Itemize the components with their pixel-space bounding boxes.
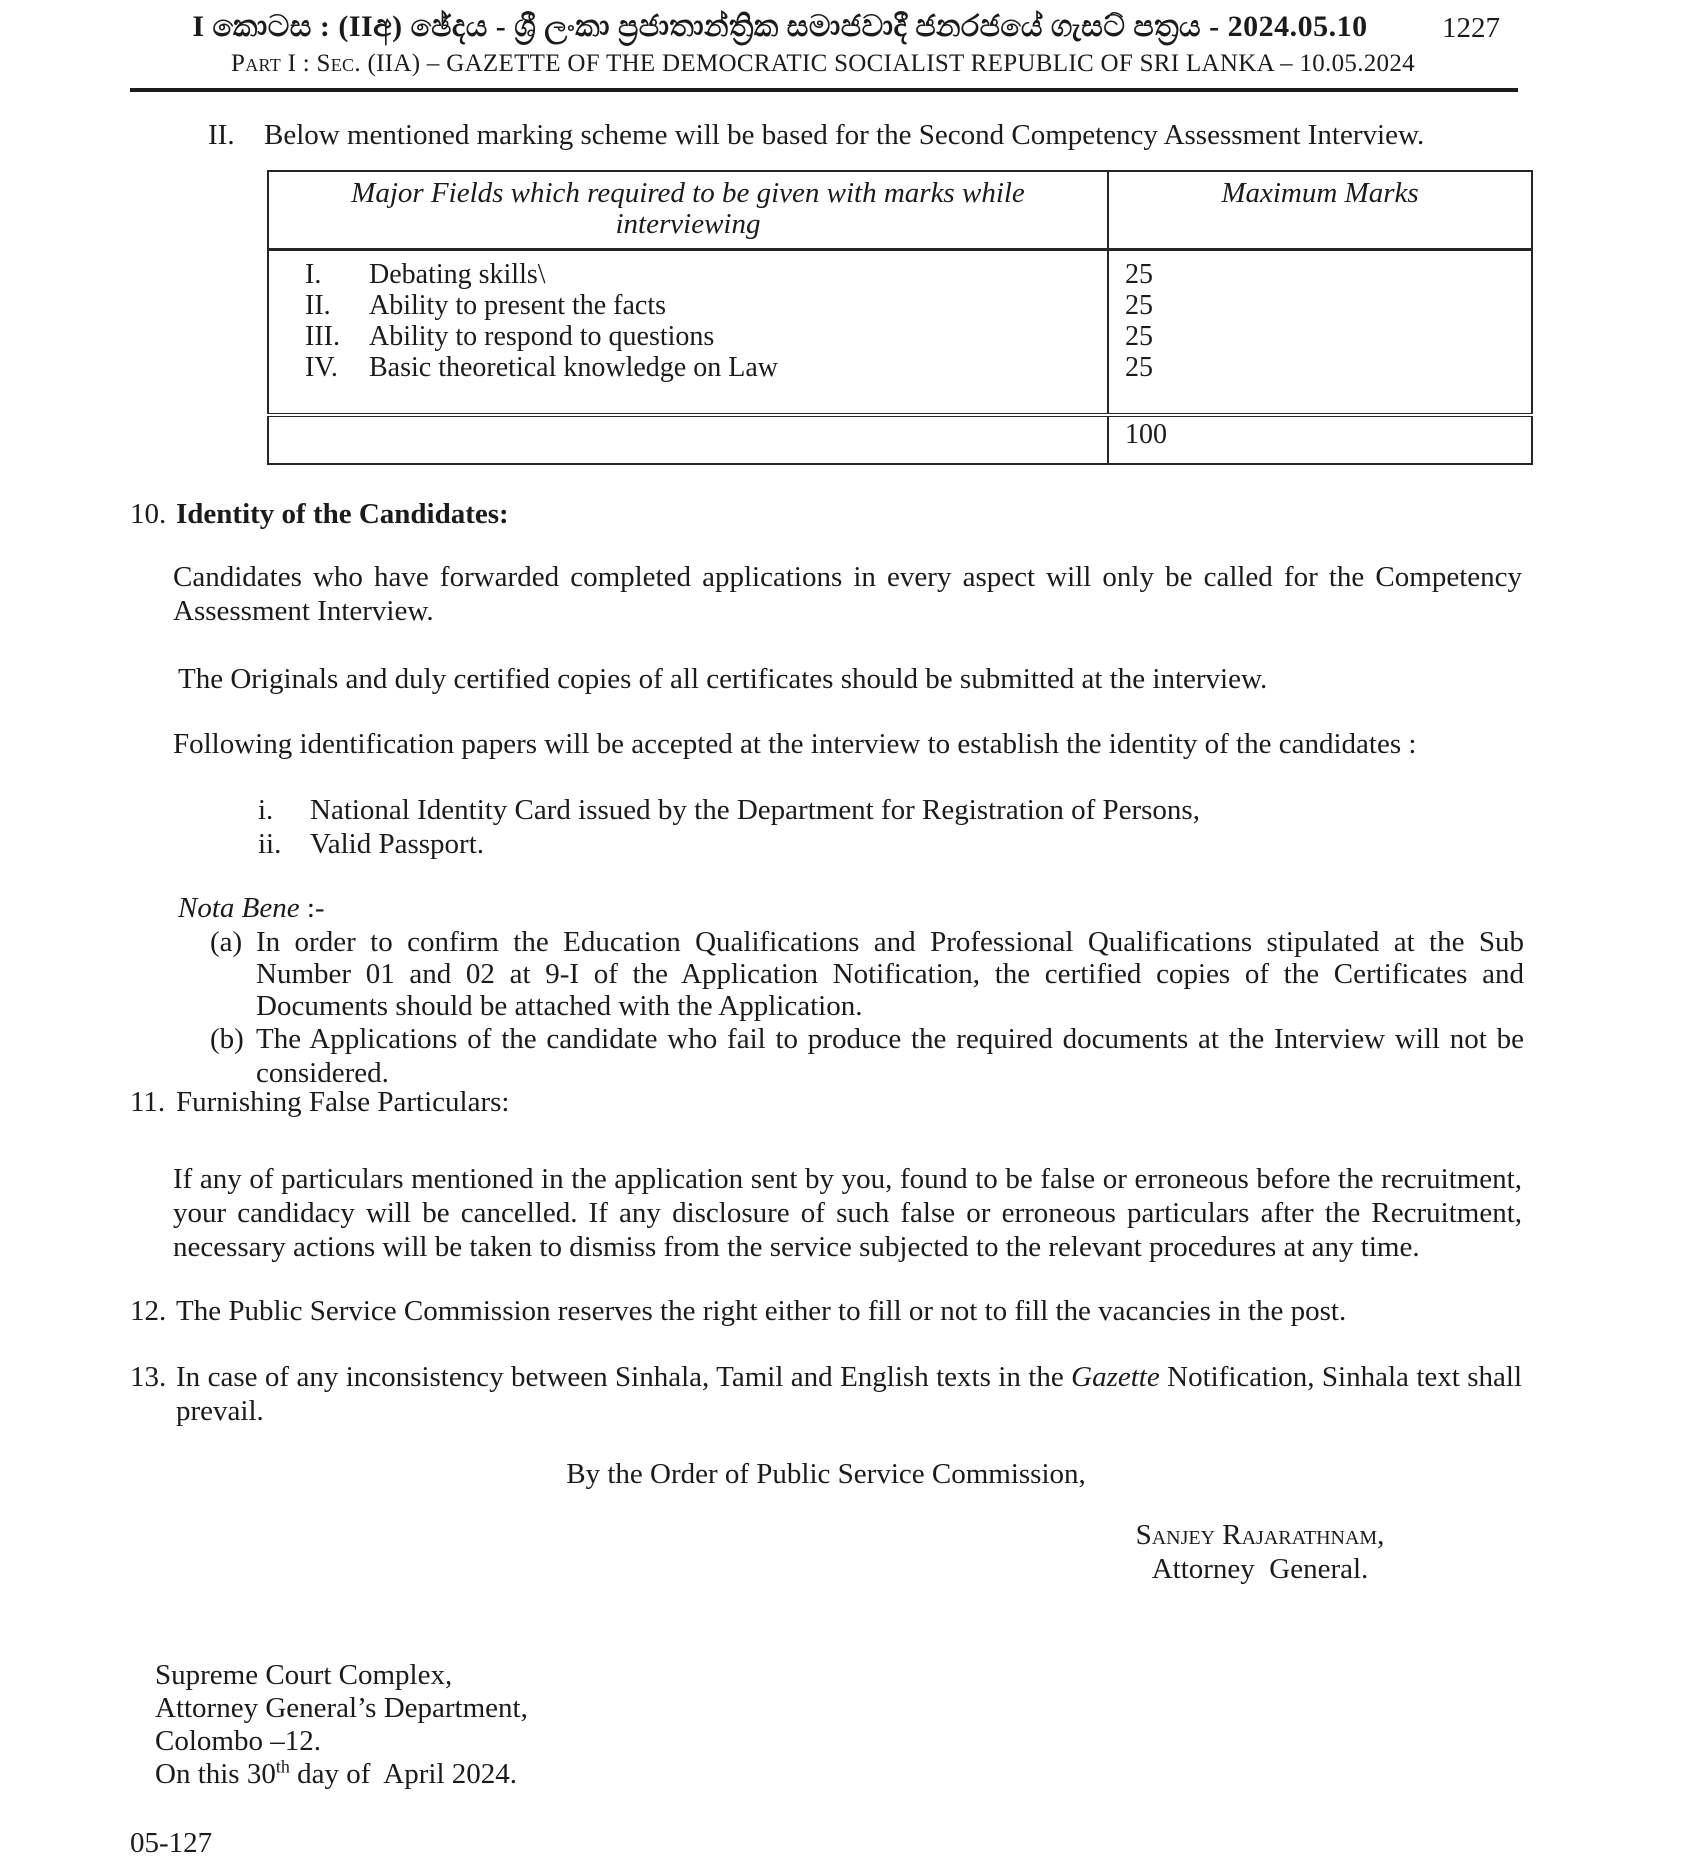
notice-number: 05-127 xyxy=(130,1827,213,1859)
fields-cell xyxy=(268,250,1108,416)
section-text xyxy=(176,1360,1530,1428)
id-item-number: i. xyxy=(258,794,274,826)
signatory-title: Attorney General. xyxy=(1151,1553,1369,1585)
nota-bene-line xyxy=(178,891,1522,925)
address-block xyxy=(155,1659,528,1791)
section-number: 12. xyxy=(130,1295,167,1327)
marks-cell xyxy=(1108,250,1532,416)
id-list-item xyxy=(258,827,1358,861)
nb-item-label: (a) xyxy=(210,926,243,958)
fields-header-cell: Major Fields which required to be given with marks while interviewing xyxy=(268,171,1108,250)
section-number: 10. xyxy=(130,498,167,530)
signatory-name: Sanjey Rajarathnam, xyxy=(1135,1519,1385,1551)
id-item-text: Valid Passport. xyxy=(310,828,484,860)
header-sinhala-title: I කොටස : (IIඅ) ඡේදය - ශ්‍රී ලංකා ප්‍රජාතාන්ත්‍රික සමාජවාදී ජනරජයේ ගැසට් පත්‍රය - 2024.05.10 xyxy=(192,10,1368,43)
table-row xyxy=(305,352,1097,383)
date-pre: On this 30 xyxy=(155,1758,276,1790)
address-line: Attorney General’s Department, xyxy=(155,1692,528,1724)
field-text: Basic theoretical knowledge on Law xyxy=(369,352,778,383)
paragraph-false-particulars: If any of particulars mentioned in the application sent by you, found to be false or erroneous before the recruitment, your candidacy will be cancelled. If any disclosure of such false or erroneous particulars after the Recruitment, necessary actions will be taken to dismiss from the service subjected to the relevant procedures at any time. xyxy=(173,1163,1522,1263)
table-row xyxy=(305,321,1097,352)
address-line: Supreme Court Complex, xyxy=(155,1659,453,1691)
intro-text: Below mentioned marking scheme will be based for the Second Competency Assessment Interview. xyxy=(264,119,1425,151)
section-13-item xyxy=(130,1360,1530,1428)
nota-bene-label: Nota Bene xyxy=(178,892,300,924)
table-row xyxy=(305,290,1097,321)
intro-number: II. xyxy=(208,119,235,151)
marks-value: 25 xyxy=(1125,290,1153,321)
marks-header-cell: Maximum Marks xyxy=(1108,171,1532,250)
signature-block xyxy=(1020,1520,1500,1584)
section-12-item xyxy=(130,1294,1522,1328)
section13-text-pre: In case of any inconsistency between Sinhala, Tamil and English texts in the xyxy=(176,1361,1072,1393)
section-10-heading xyxy=(130,497,1522,531)
marks-value: 25 xyxy=(1125,352,1153,383)
header-rule xyxy=(130,88,1518,92)
field-text: Ability to respond to questions xyxy=(369,321,715,352)
marking-scheme-table xyxy=(267,170,1533,465)
paragraph-originals: The Originals and duly certified copies of all certificates should be submitted at the interview. xyxy=(178,663,1268,695)
total-empty-cell xyxy=(268,415,1108,464)
header-gazette-title: – GAZETTE OF THE DEMOCRATIC SOCIALIST REPUBLIC OF SRI LANKA – 10.05.2024 xyxy=(420,50,1415,77)
nota-bene-item xyxy=(210,926,1524,1022)
section-text: The Public Service Commission reserves the right either to fill or not to fill the vacancies in the post. xyxy=(176,1295,1347,1327)
by-order-line: By the Order of Public Service Commission, xyxy=(566,1458,1086,1490)
field-number: I. xyxy=(305,259,322,290)
address-line: Colombo –12. xyxy=(155,1725,321,1757)
header-english-line xyxy=(130,50,1516,78)
date-ordinal-suffix: th xyxy=(275,1756,290,1777)
id-item-text: National Identity Card issued by the Department for Registration of Persons, xyxy=(310,794,1200,826)
table-row xyxy=(305,259,1097,290)
table-total-row xyxy=(268,415,1532,464)
field-number: II. xyxy=(305,290,331,321)
field-text: Ability to present the facts xyxy=(369,290,667,321)
field-text: Debating skills\ xyxy=(369,259,546,290)
id-item-number: ii. xyxy=(258,828,282,860)
section-heading-text: Furnishing False Particulars: xyxy=(176,1086,510,1118)
date-post: day of April 2024. xyxy=(289,1758,518,1790)
id-list-item xyxy=(258,793,1358,827)
paragraph-identification: Following identification papers will be accepted at the interview to establish the identity of the candidates : xyxy=(173,728,1417,760)
field-number: III. xyxy=(305,321,340,352)
date-line xyxy=(155,1758,528,1791)
page-number: 1227 xyxy=(1442,12,1500,44)
paragraph-candidates: Candidates who have forwarded completed applications in every aspect will only be called for the Competency Assessment Interview. xyxy=(173,561,1522,627)
nota-bene-item xyxy=(210,1022,1524,1090)
marking-scheme-intro xyxy=(208,118,1518,152)
nb-item-text: The Applications of the candidate who fail to produce the required documents at the Interview will not be considered. xyxy=(256,1023,1524,1089)
section13-text-post: Notification, Sinhala text shall prevail. xyxy=(176,1361,1530,1427)
nota-bene-punct: :- xyxy=(299,892,325,924)
gazette-italic: Gazette xyxy=(1071,1361,1160,1393)
section-11-heading xyxy=(130,1085,1522,1119)
section-heading-text: Identity of the Candidates: xyxy=(176,498,509,530)
header-part-section: Part I : Sec. (IIA) xyxy=(231,50,421,77)
nb-item-label: (b) xyxy=(210,1023,244,1055)
table-body-row xyxy=(268,250,1532,416)
total-marks-value: 100 xyxy=(1108,415,1532,464)
marks-value: 25 xyxy=(1125,259,1153,290)
marks-value: 25 xyxy=(1125,321,1153,352)
nb-item-text: In order to confirm the Education Qualifications and Professional Qualifications stipulated at the Sub Number 01 and 02 at 9-I of the Application Notification, the certified copies of the Certificates and Documents should be attached with the Application. xyxy=(256,926,1524,1022)
section-number: 13. xyxy=(130,1361,167,1393)
section-number: 11. xyxy=(130,1086,166,1118)
field-number: IV. xyxy=(305,352,338,383)
table-header-row xyxy=(268,171,1532,250)
